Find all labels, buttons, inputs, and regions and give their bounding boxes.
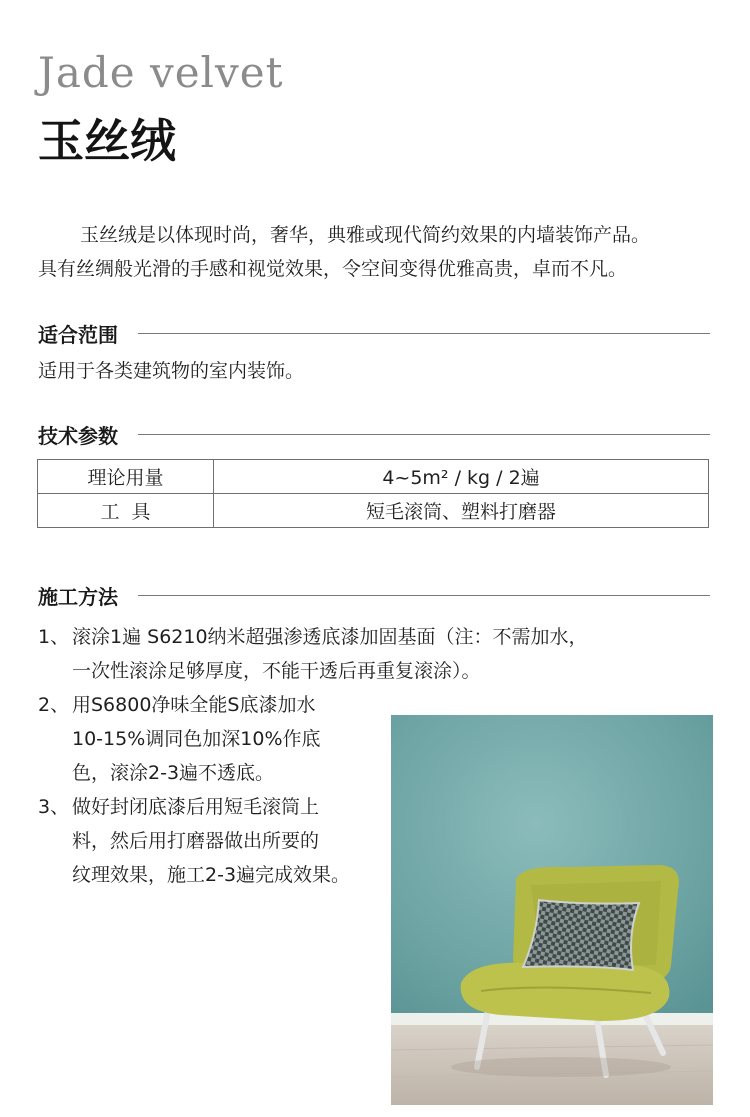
section-divider — [138, 595, 710, 596]
step-line: 色，滚涂2-3遍不透底。 — [72, 762, 275, 784]
chair-scene-image — [391, 715, 713, 1105]
scope-text: 适用于各类建筑物的室内装饰。 — [38, 360, 305, 382]
step-line: 纹理效果，施工2-3遍完成效果。 — [72, 864, 351, 886]
section-scope-header — [38, 318, 710, 348]
param-value: 短毛滚筒、塑料打磨器 — [214, 494, 709, 528]
section-method-header — [38, 580, 710, 610]
step-number: 1、 — [38, 626, 70, 648]
table-row — [38, 494, 709, 528]
step-line: 滚涂1遍 S6210纳米超强渗透底漆加固基面（注：不需加水， — [72, 626, 588, 648]
step-line: 做好封闭底漆后用短毛滚筒上 — [72, 796, 320, 818]
step-line: 一次性滚涂足够厚度，不能干透后再重复滚涂）。 — [72, 660, 481, 682]
intro-paragraph — [38, 218, 738, 286]
title-chinese: 玉丝绒 — [38, 114, 176, 168]
step-number: 3、 — [38, 796, 70, 818]
intro-line-1: 玉丝绒是以体现时尚，奢华，典雅或现代简约效果的内墙装饰产品。 — [80, 224, 651, 246]
section-divider — [138, 434, 710, 435]
param-value: 4~5m² / kg / 2遍 — [214, 460, 709, 494]
param-label: 工 具 — [38, 494, 214, 528]
section-tech-heading: 技术参数 — [38, 423, 118, 448]
product-photo — [391, 715, 713, 1105]
section-divider — [138, 333, 710, 334]
step-line: 用S6800净味全能S底漆加水 — [72, 694, 316, 716]
section-method-heading: 施工方法 — [38, 584, 118, 609]
section-scope-heading: 适合范围 — [38, 322, 118, 347]
intro-line-2: 具有丝绸般光滑的手感和视觉效果，令空间变得优雅高贵，卓而不凡。 — [38, 258, 628, 280]
list-item — [38, 620, 588, 688]
title-english: Jade velvet — [38, 48, 284, 97]
step-line: 料，然后用打磨器做出所要的 — [72, 830, 320, 852]
section-tech-header — [38, 419, 710, 449]
step-number: 2、 — [38, 694, 70, 716]
pillow-shape — [523, 900, 639, 970]
step-line: 10-15%调同色加深10%作底 — [72, 728, 321, 750]
table-row — [38, 460, 709, 494]
param-label: 理论用量 — [38, 460, 214, 494]
tech-params-table — [37, 459, 709, 528]
